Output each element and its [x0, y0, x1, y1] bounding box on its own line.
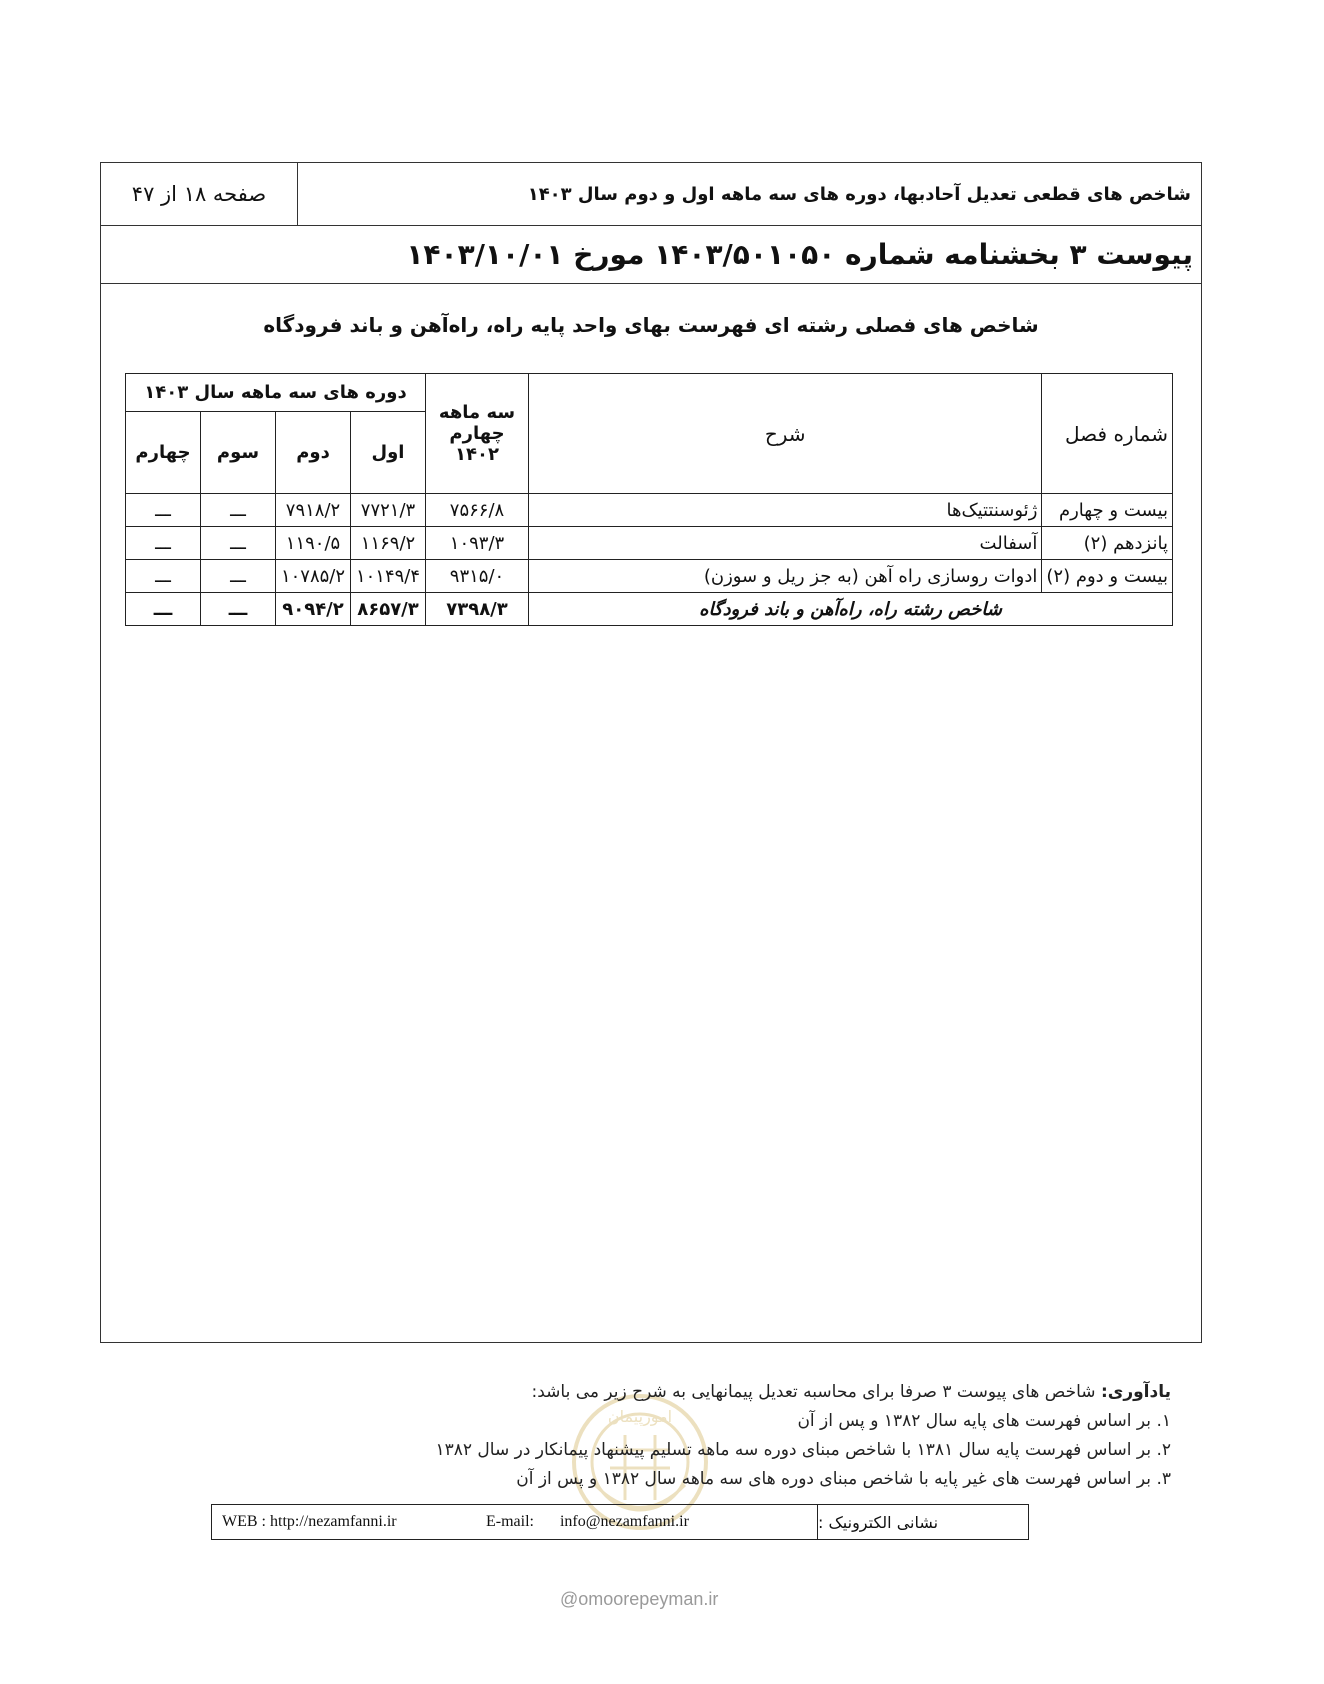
- notes-intro-line: [436, 1378, 1172, 1407]
- cell-q1: ۱۱۶۹/۲: [351, 527, 426, 560]
- cell-prev: ۷۵۶۶/۸: [426, 494, 529, 527]
- col-desc-label: شرح: [764, 421, 806, 446]
- cell-prev: ۱۰۹۳/۳: [426, 527, 529, 560]
- annex-title: پیوست ۳ بخشنامه شماره ۱۴۰۳/۵۰۱۰۵۰ مورخ ۱۴۰۳/۱۰/۰۱: [101, 225, 1201, 284]
- cell-q2: ۱۱۹۰/۵: [276, 527, 351, 560]
- notes-lead: یادآوری:: [1100, 1382, 1171, 1402]
- address-label: نشانی الکترونیک :: [818, 1512, 939, 1532]
- col-desc-header: [529, 374, 1042, 494]
- col-chapter-header: شماره فصل: [1042, 374, 1173, 494]
- cell-q4: ـــ: [126, 494, 201, 527]
- group-header: دوره های سه ماهه سال ۱۴۰۳: [126, 374, 426, 412]
- total-desc: [529, 593, 1173, 626]
- notes-item: ۲. بر اساس فهرست پایه سال ۱۳۸۱ با شاخص مبنای دوره سه ماهه تسلیم پیشنهاد پیمانکار در سال ۱۳۸۲: [435, 1440, 1171, 1460]
- total-q3: ـــ: [201, 593, 276, 626]
- email-cell: [472, 1505, 818, 1539]
- notes-item: ۳. بر اساس فهرست های غیر پایه با شاخص مبنای دوره های سه ماهه سال ۱۳۸۲ و پس از آن: [516, 1469, 1171, 1489]
- cell-desc: ادوات روسازی راه آهن (به جز ریل و سوزن): [529, 560, 1042, 593]
- header-row: [101, 163, 1201, 226]
- web-link[interactable]: WEB : http://nezamfanni.ir: [222, 1513, 397, 1530]
- total-desc-label: شاخص رشته راه، راه‌آهن و باند فرودگاه: [699, 598, 1002, 620]
- cell-desc: آسفالت: [529, 527, 1042, 560]
- cell-q3: ـــ: [201, 527, 276, 560]
- col-prev-line1: سه ماهه: [438, 402, 516, 423]
- cell-chapter: بیست و چهارم: [1042, 494, 1173, 527]
- section-title: شاخص های فصلی رشته ای فهرست بهای واحد پایه راه، راه‌آهن و باند فرودگاه: [263, 313, 1039, 337]
- cell-q4: ـــ: [126, 527, 201, 560]
- cell-q3: ـــ: [201, 494, 276, 527]
- contact-footer: [211, 1504, 1029, 1540]
- email-label: E-mail:: [486, 1513, 534, 1530]
- cell-desc: ژئوسنتتیک‌ها: [529, 494, 1042, 527]
- cell-q3: ـــ: [201, 560, 276, 593]
- total-prev: ۷۳۹۸/۳: [426, 593, 529, 626]
- watermark-logo-text: امورپیمان: [607, 1407, 673, 1426]
- cell-chapter: پانزدهم (۲): [1042, 527, 1173, 560]
- cell-q1: ۷۷۲۱/۳: [351, 494, 426, 527]
- cell-prev: ۹۳۱۵/۰: [426, 560, 529, 593]
- col-q3-header: سوم: [201, 412, 276, 494]
- col-q2-header: دوم: [276, 412, 351, 494]
- col-q1-header: اول: [351, 412, 426, 494]
- total-q1: ۸۶۵۷/۳: [351, 593, 426, 626]
- index-table: [125, 373, 1173, 626]
- total-q4: ـــ: [126, 593, 201, 626]
- notes-intro: شاخص های پیوست ۳ صرفا برای محاسبه تعدیل پیمانهایی به شرح زیر می باشد:: [531, 1382, 1096, 1402]
- notes: [436, 1378, 1172, 1494]
- document-frame: [100, 162, 1202, 1343]
- table-row: [126, 494, 1173, 527]
- table-row: [126, 527, 1173, 560]
- cell-q2: ۱۰۷۸۵/۲: [276, 560, 351, 593]
- col-prev-header: [426, 374, 529, 494]
- email-link[interactable]: info@nezamfanni.ir: [559, 1513, 689, 1530]
- col-q4-header: چهارم: [126, 412, 201, 494]
- total-q2: ۹۰۹۴/۲: [276, 593, 351, 626]
- cell-q4: ـــ: [126, 560, 201, 593]
- watermark-text: @omoorepeyman.ir: [560, 1589, 719, 1609]
- cell-q2: ۷۹۱۸/۲: [276, 494, 351, 527]
- cell-chapter: بیست و دوم (۲): [1042, 560, 1173, 593]
- cell-q1: ۱۰۱۴۹/۴: [351, 560, 426, 593]
- table-row: [126, 560, 1173, 593]
- col-prev-line2: چهارم ۱۴۰۲: [449, 423, 505, 465]
- notes-item: ۱. بر اساس فهرست های پایه سال ۱۳۸۲ و پس از آن: [797, 1411, 1171, 1431]
- total-row: [126, 593, 1173, 626]
- page-number: صفحه ۱۸ از ۴۷: [101, 163, 298, 225]
- document-title: شاخص های قطعی تعدیل آحادبها، دوره های سه ماهه اول و دوم سال ۱۴۰۳: [527, 183, 1191, 205]
